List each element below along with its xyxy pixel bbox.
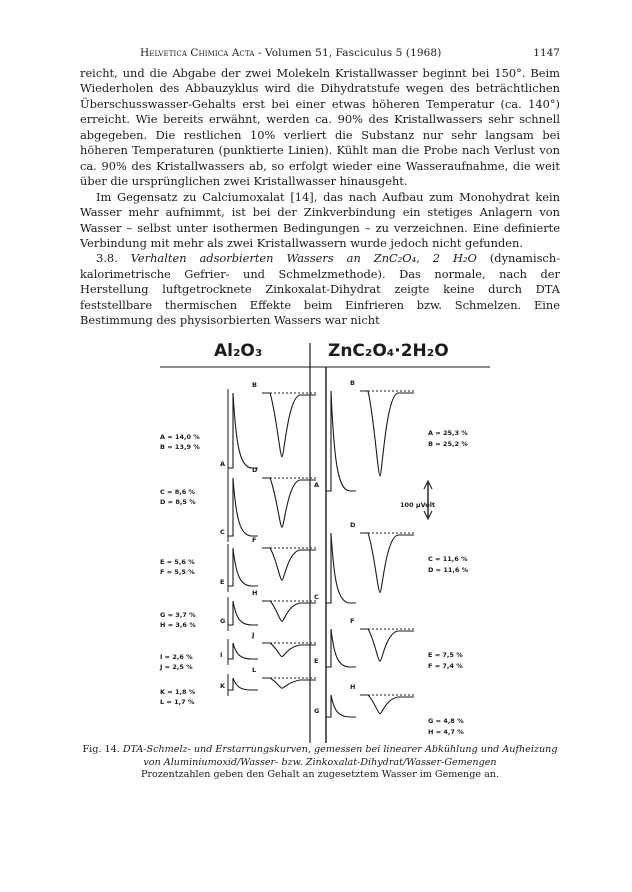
right-percent-a: E = 7,5 % xyxy=(428,651,463,659)
right-curve-letter-b: D xyxy=(350,521,356,529)
section-title: Verhalten adsorbierten Wassers an ZnC₂O₄, 2 H₂O xyxy=(130,251,477,266)
left-3-melt-curve xyxy=(262,601,316,621)
left-2-melt-curve xyxy=(262,548,316,580)
right-curve-letter-a: A xyxy=(314,481,320,489)
caption-italic: DTA-Schmelz- und Erstarrungskurven, gemessen bei linearer Abkühlung und Aufheizung von Aluminiumoxid/Wasser- bzw. Zinkoxalat-Dihydrat/Wasser-Gemengen xyxy=(122,744,558,768)
page-number: 1147 xyxy=(533,47,560,59)
left-curve-letter-b: F xyxy=(252,536,257,544)
running-header xyxy=(80,47,560,61)
right-2-freeze-curve xyxy=(326,629,356,667)
section-number: 3.8. xyxy=(96,251,118,266)
left-percent-a: I = 2,6 % xyxy=(160,653,193,661)
figure-caption xyxy=(80,744,560,782)
right-curve-letter-a: C xyxy=(314,593,319,601)
left-3-freeze-curve xyxy=(228,601,258,625)
left-percent-a: A = 14,0 % xyxy=(160,433,200,441)
left-panel-title: Al₂O₃ xyxy=(214,341,263,361)
paragraph-1: reicht, und die Abgabe der zwei Molekeln Kristallwasser beginnt bei 150°. Beim Wiederholen des Abbauzyklus wird die Dihydratstufe wegen des beträchtlichen Überschusswasser-Gehalts erst bei einer etwas höheren Temperatur (ca. 140°) erreicht. Wie bereits erwähnt, werden ca. 90% des Kristallwassers sehr schnell abgegeben. Die restlichen 10% verliert die Substanz nur sehr langsam bei höheren Temperaturen (punktierte Linien). Kühlt man die Probe nach Verlust von ca. 90% des Kristallwassers ab, so erfolgt wieder eine Wasseraufnahme, die weit über die ursprünglichen zwei Kristallwasser hinausgeht. xyxy=(80,66,560,189)
right-3-freeze-curve xyxy=(326,695,356,717)
left-0-melt-curve xyxy=(262,393,316,457)
dta-curves xyxy=(160,343,490,743)
right-curve-letter-b: H xyxy=(350,683,356,691)
left-4-melt-curve xyxy=(262,643,316,657)
left-0-freeze-curve xyxy=(228,393,258,468)
left-curve-letter-b: D xyxy=(252,466,258,474)
right-curve-letter-b: F xyxy=(350,617,355,625)
right-curve-letter-b: B xyxy=(350,379,355,387)
left-percent-b: J = 2,5 % xyxy=(160,663,193,671)
left-curve-letter-a: E xyxy=(220,578,225,586)
left-percent-b: D = 8,5 % xyxy=(160,498,196,506)
left-4-freeze-curve xyxy=(228,643,258,659)
left-percent-b: L = 1,7 % xyxy=(160,698,195,706)
right-percent-a: A = 25,3 % xyxy=(428,429,468,437)
figure-14 xyxy=(160,343,490,743)
left-curve-letter-a: G xyxy=(220,617,226,625)
caption-note: Prozentzahlen geben den Gehalt an zugesetztem Wasser im Gemenge an. xyxy=(140,769,500,780)
left-percent-b: H = 3,6 % xyxy=(160,621,196,629)
right-percent-b: B = 25,2 % xyxy=(428,440,468,448)
left-5-freeze-curve xyxy=(228,678,258,690)
scale-label: 100 µVolt xyxy=(400,501,436,509)
right-3-melt-curve xyxy=(360,695,414,714)
right-1-melt-curve xyxy=(360,533,414,593)
right-curve-letter-a: G xyxy=(314,707,320,715)
right-curve-letter-a: E xyxy=(314,657,319,665)
right-percent-a: G = 4,8 % xyxy=(428,717,464,725)
right-1-freeze-curve xyxy=(326,533,356,603)
left-curve-letter-a: C xyxy=(220,528,225,536)
left-percent-b: F = 5,5 % xyxy=(160,568,195,576)
left-curve-letter-a: K xyxy=(220,682,226,690)
left-percent-a: E = 5,6 % xyxy=(160,558,195,566)
left-curve-letter-a: I xyxy=(220,651,223,659)
left-5-melt-curve xyxy=(262,678,316,688)
caption-label: Fig. 14. xyxy=(82,744,120,755)
left-percent-a: C = 8,6 % xyxy=(160,488,196,496)
left-2-freeze-curve xyxy=(228,548,258,586)
left-curve-letter-a: A xyxy=(220,460,226,468)
right-2-melt-curve xyxy=(360,629,414,661)
paragraph-3 xyxy=(80,251,560,328)
right-panel-title: ZnC₂O₄·2H₂O xyxy=(328,341,449,361)
right-percent-b: D = 11,6 % xyxy=(428,566,469,574)
right-0-freeze-curve xyxy=(326,391,356,491)
body-text xyxy=(80,66,560,329)
right-percent-b: H = 4,7 % xyxy=(428,728,464,736)
left-1-freeze-curve xyxy=(228,478,258,536)
right-0-melt-curve xyxy=(360,391,414,476)
left-percent-b: B = 13,9 % xyxy=(160,443,200,451)
right-percent-b: F = 7,4 % xyxy=(428,662,463,670)
left-1-melt-curve xyxy=(262,478,316,527)
left-percent-a: G = 3,7 % xyxy=(160,611,196,619)
issue-info: - Volumen 51, Fasciculus 5 (1968) xyxy=(257,47,442,59)
right-percent-a: C = 11,6 % xyxy=(428,555,468,563)
left-curve-letter-b: J xyxy=(252,631,255,639)
journal-name: Helvetica Chimica Acta xyxy=(140,47,255,59)
paragraph-2: Im Gegensatz zu Calciumoxalat [14], das nach Aufbau zum Monohydrat kein Wasser mehr aufnimmt, ist bei der Zinkverbindung ein stetiges Anlagern von Wasser – selbst unter isothermen Bedingungen – zu verzeichnen. Eine definierte Verbindung mit mehr als zwei Kristallwassern wurde jedoch nicht gefunden. xyxy=(80,189,560,250)
left-curve-letter-b: L xyxy=(252,666,257,674)
left-percent-a: K = 1,8 % xyxy=(160,688,196,696)
paragraph-3-text: (dynamisch-kalorimetrische Gefrier- und Schmelzmethode). Das normale, nach der Herstellung luftgetrocknete Zinkoxalat-Dihydrat zeigte keine durch DTA feststellbare thermischen Effekte beim Einfrieren bzw. Schmelzen. Eine Bestimmung des physisorbierten Wassers war nicht xyxy=(80,251,560,328)
left-curve-letter-b: H xyxy=(252,589,258,597)
left-curve-letter-b: B xyxy=(252,381,257,389)
